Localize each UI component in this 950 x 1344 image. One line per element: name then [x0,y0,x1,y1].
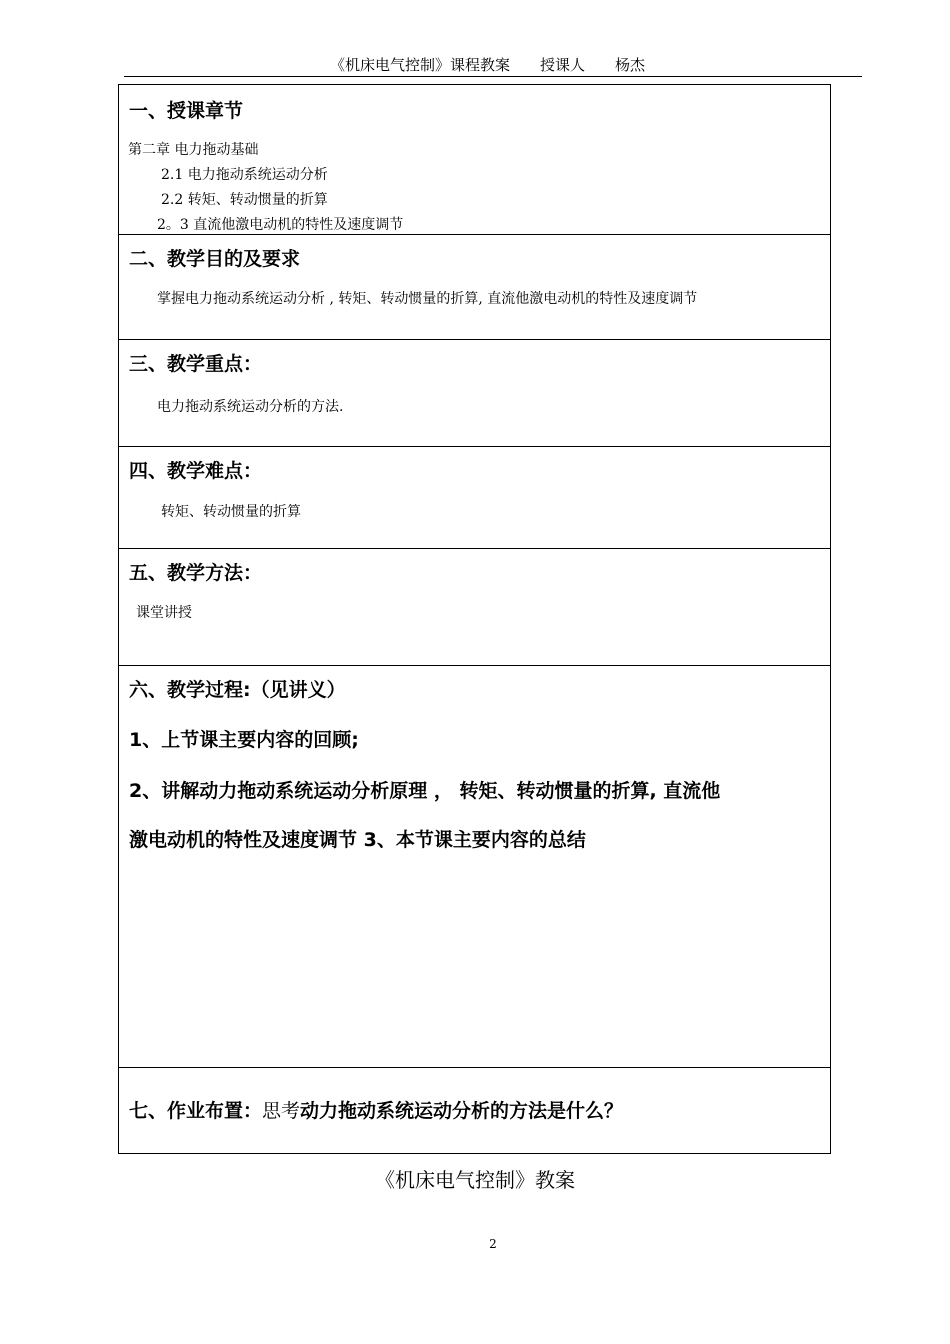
section-title: 六、教学过程:（见讲义） [129,679,346,701]
chapter-line: 2.2 转矩、转动惯量的折算 [161,192,328,208]
footer-title: 《机床电气控制》教案 [375,1168,575,1192]
page-header [124,54,862,77]
homework-label: 七、作业布置： [129,1100,263,1122]
section-homework [119,1067,830,1155]
lesson-plan-table [118,84,831,1154]
section-title: 一、授课章节 [129,100,244,122]
section-methods [119,548,830,666]
chapter-line: 2。3 直流他激电动机的特性及速度调节 [157,217,404,233]
section-body: 掌握电力拖动系统运动分析 , 转矩、转动惯量的折算, 直流他激电动机的特性及速度调节 [157,291,698,307]
process-step: 激电动机的特性及速度调节 3、本节课主要内容的总结 [129,829,586,851]
process-step: 2、讲解动力拖动系统运动分析原理 ， 转矩、转动惯量的折算, 直流他 [129,780,721,802]
section-body: 电力拖动系统运动分析的方法. [157,399,344,415]
section-process [119,665,830,1068]
section-key-points [119,339,830,447]
section-title: 二、教学目的及要求 [129,248,301,270]
page-number: 2 [489,1237,497,1251]
section-difficulties [119,446,830,549]
process-step: 1、上节课主要内容的回顾; [129,729,359,751]
homework-line [129,1096,623,1123]
section-body: 转矩、转动惯量的折算 [161,504,301,520]
homework-question: 动力拖动系统运动分析的方法是什么？ [300,1100,624,1122]
chapter-line: 第二章 电力拖动基础 [128,142,259,158]
section-body: 课堂讲授 [136,605,192,621]
chapter-line: 2.1 电力拖动系统运动分析 [161,167,328,183]
section-title: 四、教学难点： [129,460,263,482]
header-text: 《机床电气控制》课程教案 授课人 杨杰 [330,56,646,74]
section-chapter [119,85,830,235]
section-objectives [119,234,830,340]
homework-prefix: 思考 [262,1100,301,1122]
section-title: 五、教学方法： [129,562,263,584]
section-title: 三、教学重点： [129,353,263,375]
